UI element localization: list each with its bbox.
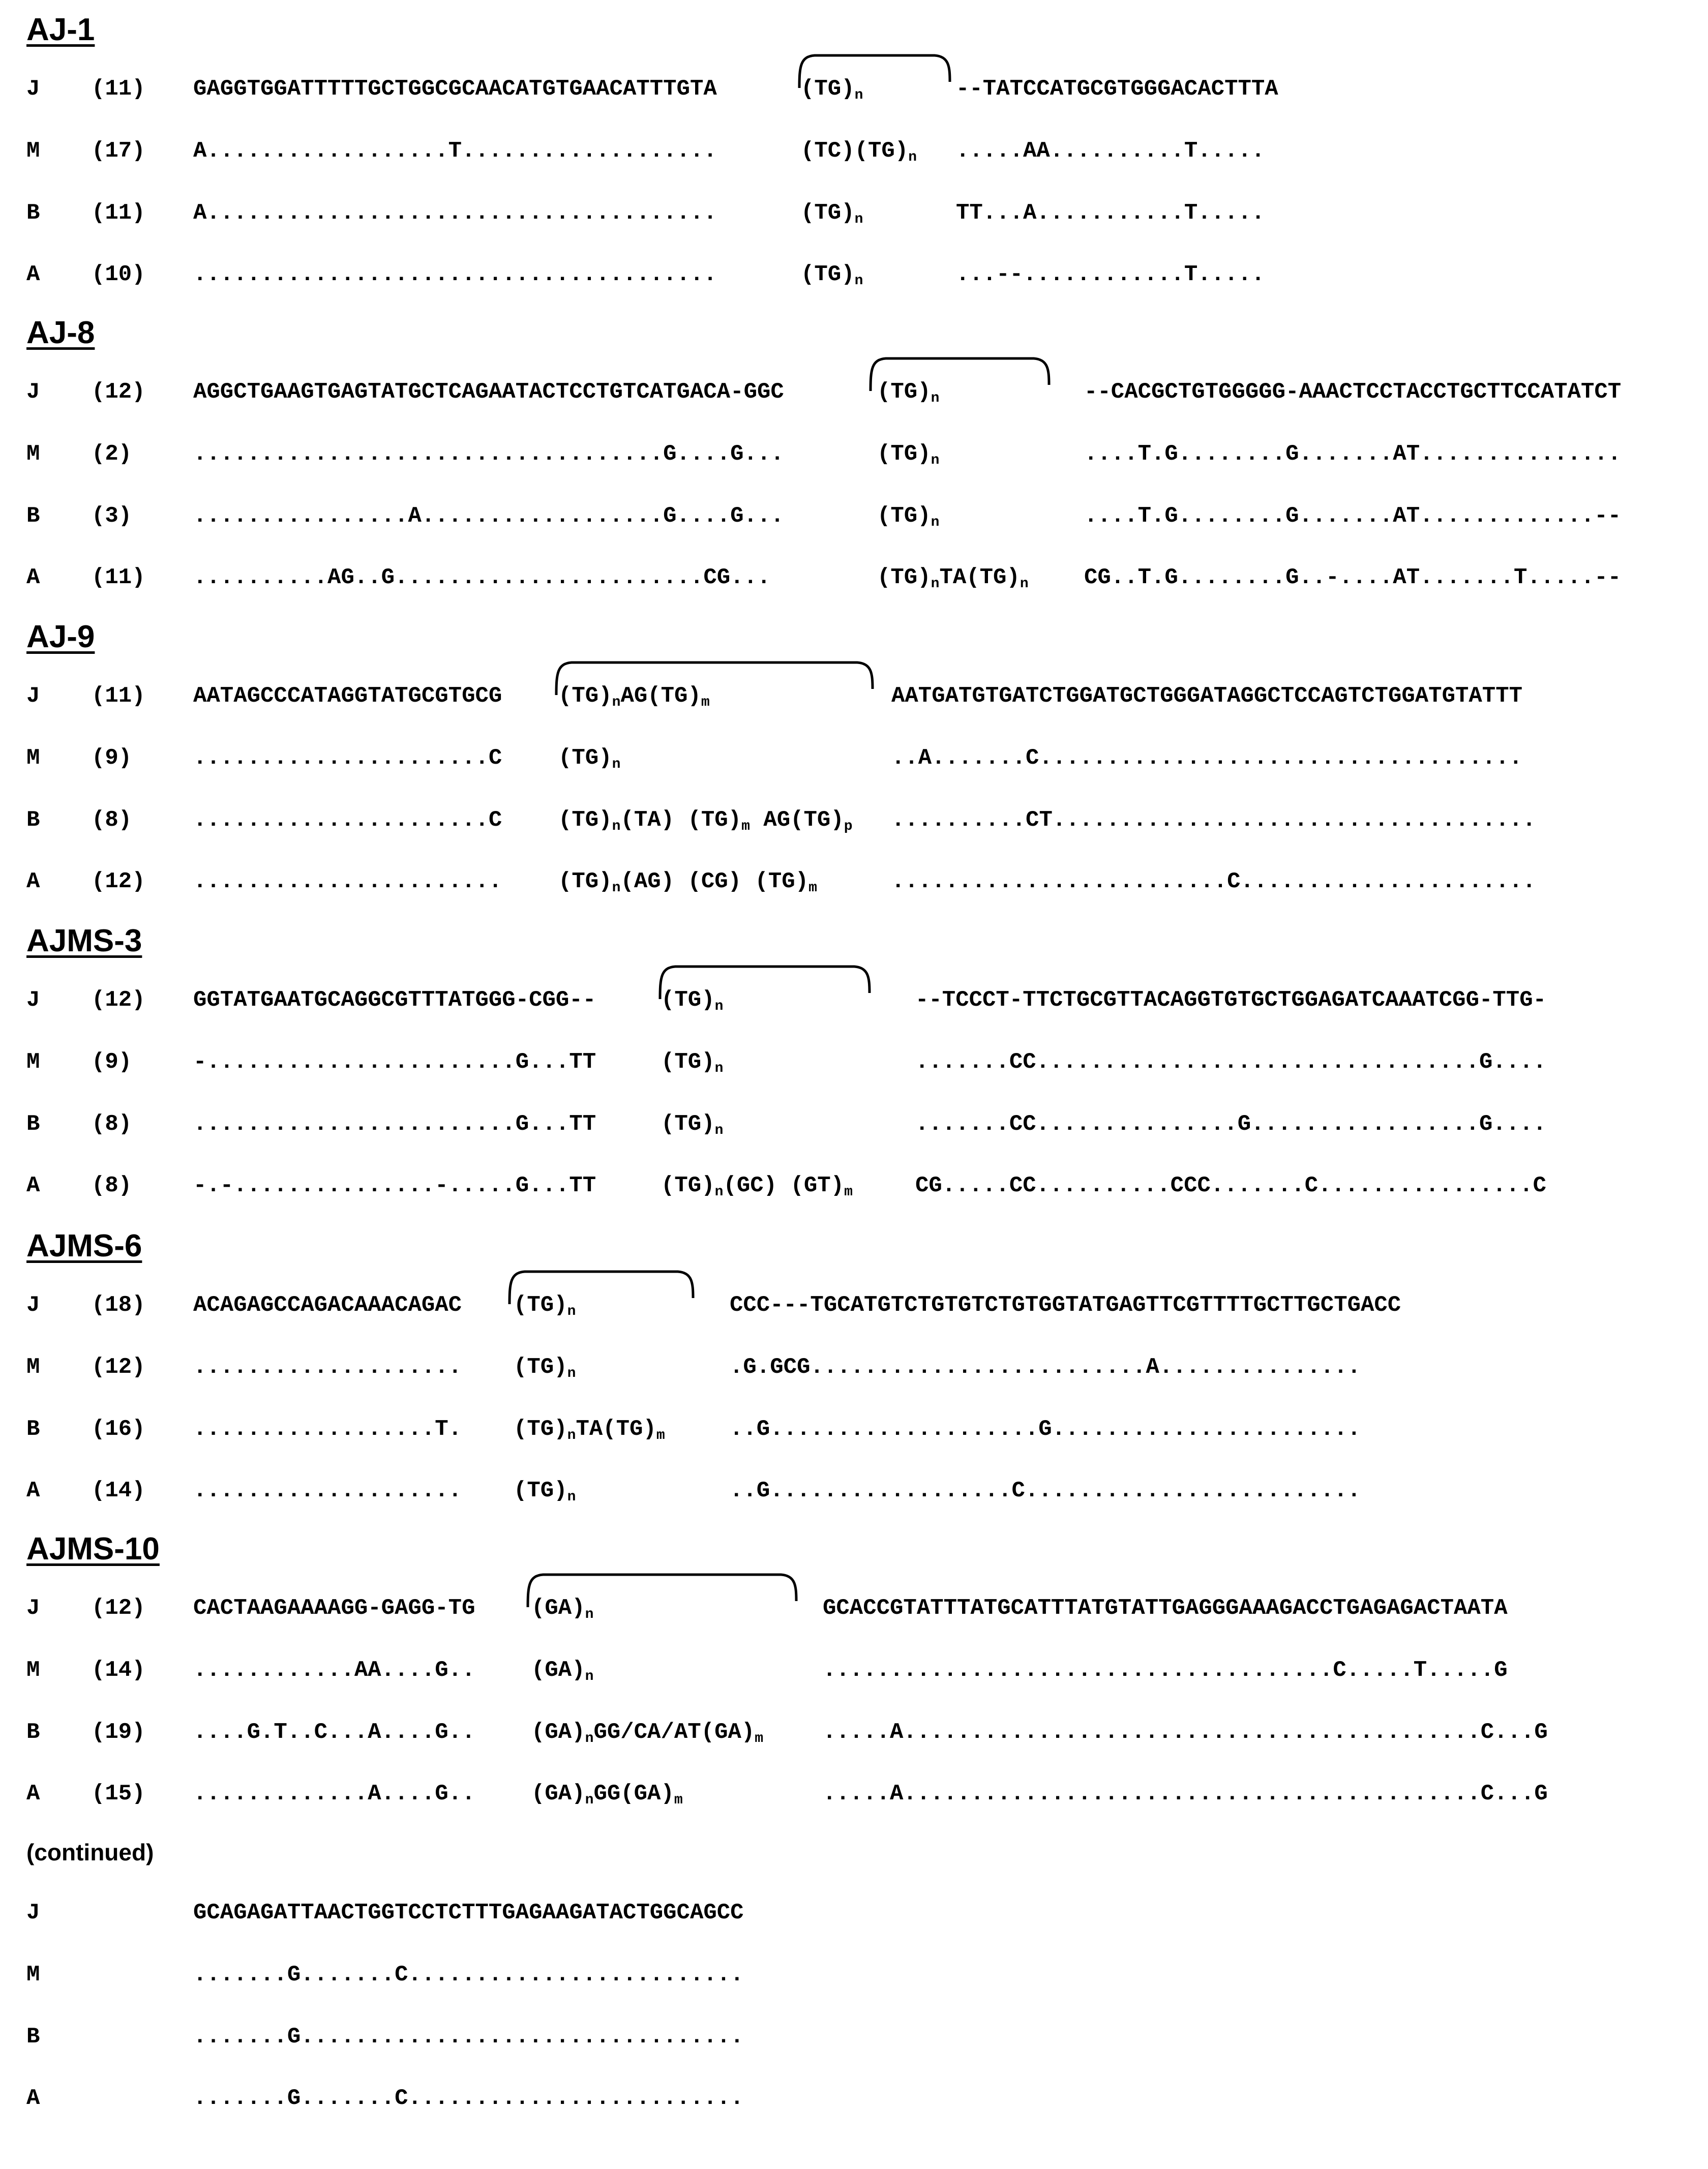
repeat-motif	[801, 138, 917, 165]
flank-5-sequence: .............A....G..	[193, 1781, 475, 1806]
flank-3-sequence: ..........CT....................................	[891, 807, 1536, 833]
species-label: B	[26, 1720, 40, 1745]
repeat-count-symbol: m	[844, 1184, 853, 1200]
flank-3-sequence: .......CC...............G.................G....	[915, 1111, 1547, 1137]
sample-count: (15)	[92, 1781, 145, 1806]
repeat-unit: (TG)	[801, 200, 855, 226]
flank-5-sequence: ................A..................G....G...	[193, 503, 784, 529]
species-label: A	[26, 2086, 40, 2111]
repeat-count-symbol: n	[854, 87, 863, 103]
repeat-motif	[514, 1478, 576, 1505]
repeat-unit: AG(TG)	[750, 807, 844, 833]
species-label: J	[26, 379, 40, 405]
sample-count: (12)	[92, 1595, 145, 1621]
repeat-unit: (TG)	[514, 1478, 567, 1503]
sample-count: (11)	[92, 565, 145, 590]
species-label: M	[26, 745, 40, 771]
repeat-motif	[801, 200, 863, 227]
flank-3-sequence: CCC---TGCATGTCTGTGTCTGTGGTATGAGTTCGTTTTGCTTGCTGACC	[730, 1292, 1401, 1318]
species-label: J	[26, 1292, 40, 1318]
flank-5-sequence: AATAGCCCATAGGTATGCGTGCG	[193, 683, 502, 709]
repeat-unit: (GA)	[531, 1658, 585, 1683]
repeat-count-symbol: n	[612, 880, 621, 896]
flank-5-sequence: ..................T.	[193, 1417, 462, 1442]
flank-3-sequence: --CACGCTGTGGGGG-AAACTCCTACCTGCTTCCATATCT	[1084, 379, 1622, 405]
repeat-count-symbol: n	[567, 1428, 576, 1443]
flank-3-sequence: AATGATGTGATCTGGATGCTGGGATAGGCTCCAGTCTGGATGTATTT	[891, 683, 1523, 709]
block-heading: AJ-1	[26, 12, 95, 47]
repeat-count-symbol: n	[567, 1366, 576, 1381]
block-heading: AJMS-3	[26, 923, 142, 958]
flank-5-sequence: ......................C	[193, 745, 502, 771]
repeat-count-symbol: n	[908, 149, 917, 165]
repeat-count-symbol: n	[567, 1489, 576, 1505]
repeat-unit: (GA)	[531, 1595, 585, 1621]
block-heading: AJ-8	[26, 315, 95, 350]
repeat-unit: (TA) (TG)	[620, 807, 742, 833]
continued-sequence: GCAGAGATTAACTGGTCCTCTTTGAGAAGATACTGGCAGCC	[193, 1900, 744, 1925]
repeat-unit: (TG)	[661, 987, 715, 1013]
repeat-count-symbol: n	[612, 819, 621, 834]
repeat-count-symbol: m	[674, 1792, 683, 1808]
repeat-count-symbol: n	[714, 1123, 724, 1138]
repeat-unit: TA(TG)	[939, 565, 1020, 590]
species-label: B	[26, 200, 40, 226]
repeat-unit: (TG)	[514, 1417, 567, 1442]
repeat-count-symbol: n	[854, 273, 863, 289]
repeat-unit: (TG)	[558, 745, 612, 771]
species-label: A	[26, 565, 40, 590]
flank-5-sequence: ...................................G....G...	[193, 441, 784, 467]
sample-count: (2)	[92, 441, 132, 467]
repeat-motif	[558, 745, 621, 772]
species-label: A	[26, 1478, 40, 1503]
repeat-count-symbol: n	[931, 453, 940, 468]
sample-count: (12)	[92, 869, 145, 894]
species-label: B	[26, 1417, 40, 1442]
repeat-motif	[877, 503, 940, 530]
flank-3-sequence: GCACCGTATTTATGCATTTATGTATTGAGGGAAAGACCTGAGAGACTAATA	[823, 1595, 1508, 1621]
repeat-count-symbol: n	[585, 1792, 594, 1808]
species-label: M	[26, 1049, 40, 1075]
repeat-motif	[877, 441, 940, 468]
repeat-count-symbol: m	[808, 880, 817, 896]
repeat-count-symbol: n	[585, 1669, 594, 1684]
block-heading: AJ-9	[26, 619, 95, 654]
flank-5-sequence: ..........AG..G.......................CG...	[193, 565, 771, 590]
flank-5-sequence: .......................	[193, 869, 502, 894]
repeat-motif	[558, 807, 853, 834]
repeat-unit: (TG)	[877, 441, 931, 467]
continued-sequence: .......G.......C.........................	[193, 2086, 744, 2111]
sample-count: (19)	[92, 1720, 145, 1745]
flank-3-sequence: .......CC.................................G....	[915, 1049, 1547, 1075]
repeat-count-symbol: n	[585, 1731, 594, 1746]
repeat-unit: GG/CA/AT(GA)	[593, 1720, 755, 1745]
repeat-unit: TA(TG)	[576, 1417, 656, 1442]
flank-3-sequence: ....T.G........G.......AT...............	[1084, 441, 1622, 467]
repeat-unit: (GA)	[531, 1720, 585, 1745]
repeat-motif	[531, 1595, 594, 1622]
repeat-unit: (TG)	[854, 138, 909, 164]
sample-count: (3)	[92, 503, 132, 529]
repeat-motif	[661, 1173, 853, 1200]
species-label: J	[26, 987, 40, 1013]
flank-5-sequence: ACAGAGCCAGACAAACAGAC	[193, 1292, 462, 1318]
continued-label: (continued)	[26, 1839, 154, 1865]
repeat-unit: (TG)	[514, 1354, 567, 1380]
repeat-unit: (TG)	[877, 565, 931, 590]
species-label: A	[26, 262, 40, 287]
sample-count: (8)	[92, 1173, 132, 1198]
repeat-unit: (AG) (CG) (TG)	[620, 869, 809, 894]
repeat-motif	[531, 1720, 764, 1746]
repeat-count-symbol: n	[585, 1607, 594, 1622]
species-label: M	[26, 1354, 40, 1380]
repeat-count-symbol: n	[567, 1304, 576, 1319]
sample-count: (11)	[92, 683, 145, 709]
repeat-unit: (TG)	[877, 379, 931, 405]
repeat-count-symbol: n	[854, 212, 863, 227]
flank-3-sequence: CG.....CC..........CCC.......C................C	[915, 1173, 1547, 1198]
species-label: M	[26, 138, 40, 164]
repeat-motif	[514, 1354, 576, 1381]
flank-5-sequence: GAGGTGGATTTTTGCTGGCGCAACATGTGAACATTTGTA	[193, 76, 717, 102]
flank-5-sequence: ............AA....G..	[193, 1658, 475, 1683]
flank-5-sequence: ........................G...TT	[193, 1111, 596, 1137]
repeat-count-symbol: m	[741, 819, 750, 834]
repeat-motif	[801, 262, 863, 289]
flank-5-sequence: A..................T...................	[193, 138, 717, 164]
repeat-count-symbol: m	[755, 1731, 764, 1746]
continued-sequence: .......G.................................	[193, 2024, 744, 2050]
sample-count: (18)	[92, 1292, 145, 1318]
continued-sequence: .......G.......C.........................	[193, 1962, 744, 1987]
flank-3-sequence: .....A...........................................C...G	[823, 1781, 1548, 1806]
flank-3-sequence: ....T.G........G.......AT.............--	[1084, 503, 1622, 529]
sample-count: (17)	[92, 138, 145, 164]
species-label: B	[26, 1111, 40, 1137]
flank-5-sequence: A......................................	[193, 200, 717, 226]
sample-count: (8)	[92, 807, 132, 833]
repeat-count-symbol: p	[844, 819, 853, 834]
repeat-count-symbol: n	[931, 390, 940, 406]
sample-count: (12)	[92, 987, 145, 1013]
repeat-count-symbol: n	[714, 999, 724, 1014]
sample-count: (8)	[92, 1111, 132, 1137]
repeat-unit: (TG)	[661, 1173, 715, 1198]
sample-count: (9)	[92, 745, 132, 771]
repeat-unit: (TG)	[558, 683, 612, 709]
repeat-motif	[661, 987, 724, 1014]
repeat-count-symbol: m	[701, 695, 710, 710]
species-label: M	[26, 1658, 40, 1683]
flank-3-sequence: .........................C......................	[891, 869, 1536, 894]
repeat-count-symbol: n	[1020, 576, 1029, 592]
repeat-unit: AG(TG)	[620, 683, 701, 709]
repeat-motif	[877, 565, 1029, 592]
repeat-unit: (TG)	[558, 869, 612, 894]
repeat-motif	[661, 1111, 724, 1138]
sample-count: (12)	[92, 1354, 145, 1380]
repeat-unit: (TG)	[801, 76, 855, 102]
flank-3-sequence: --TATCCATGCGTGGGACACTTTA	[956, 76, 1278, 102]
repeat-motif	[514, 1292, 576, 1319]
sample-count: (12)	[92, 379, 145, 405]
repeat-unit: (TG)	[514, 1292, 567, 1318]
flank-5-sequence: ....................	[193, 1478, 462, 1503]
flank-3-sequence: ......................................C.....T.....G	[823, 1658, 1508, 1683]
repeat-motif	[801, 76, 863, 103]
repeat-count-symbol: n	[612, 695, 621, 710]
flank-3-sequence: --TCCCT-TTCTGCGTTACAGGTGTGCTGGAGATCAAATCGG-TTG-	[915, 987, 1547, 1013]
flank-5-sequence: ....................	[193, 1354, 462, 1380]
repeat-unit: (TC)	[801, 138, 855, 164]
flank-5-sequence: .......................................	[193, 262, 717, 287]
species-label: A	[26, 869, 40, 894]
flank-3-sequence: ..A.......C....................................	[891, 745, 1523, 771]
species-label: M	[26, 441, 40, 467]
flank-5-sequence: AGGCTGAAGTGAGTATGCTCAGAATACTCCTGTCATGACA-GGC	[193, 379, 784, 405]
repeat-motif	[877, 379, 940, 406]
block-heading: AJMS-10	[26, 1531, 160, 1566]
species-label: M	[26, 1962, 40, 1987]
repeat-unit: (TG)	[661, 1111, 715, 1137]
repeat-motif	[531, 1781, 683, 1808]
block-heading: AJMS-6	[26, 1228, 142, 1263]
repeat-unit: (GA)	[531, 1781, 585, 1806]
species-label: B	[26, 807, 40, 833]
repeat-unit: (GC) (GT)	[723, 1173, 845, 1198]
sample-count: (14)	[92, 1658, 145, 1683]
repeat-motif	[514, 1417, 665, 1443]
flank-5-sequence: ......................C	[193, 807, 502, 833]
flank-3-sequence: CG..T.G........G..-....AT.......T.....--	[1084, 565, 1622, 590]
repeat-motif	[558, 683, 710, 710]
repeat-count-symbol: m	[656, 1428, 665, 1443]
flank-3-sequence: .....A...........................................C...G	[823, 1720, 1548, 1745]
repeat-unit: (TG)	[558, 807, 612, 833]
species-label: J	[26, 1900, 40, 1925]
flank-3-sequence: ..G..................C.........................	[730, 1478, 1361, 1503]
repeat-count-symbol: n	[931, 576, 940, 592]
sample-count: (11)	[92, 76, 145, 102]
species-label: J	[26, 683, 40, 709]
species-label: A	[26, 1781, 40, 1806]
flank-3-sequence: .G.GCG.........................A...............	[730, 1354, 1361, 1380]
repeat-count-symbol: n	[714, 1061, 724, 1076]
species-label: B	[26, 503, 40, 529]
flank-5-sequence: GGTATGAATGCAGGCGTTTATGGG-CGG--	[193, 987, 596, 1013]
repeat-motif	[661, 1049, 724, 1076]
species-label: J	[26, 76, 40, 102]
species-label: A	[26, 1173, 40, 1198]
flank-5-sequence: ....G.T..C...A....G..	[193, 1720, 475, 1745]
repeat-unit: (TG)	[801, 262, 855, 287]
repeat-count-symbol: n	[714, 1184, 724, 1200]
repeat-unit: (TG)	[661, 1049, 715, 1075]
repeat-count-symbol: n	[612, 757, 621, 772]
repeat-unit: (TG)	[877, 503, 931, 529]
repeat-motif	[558, 869, 817, 896]
flank-3-sequence: TT...A...........T.....	[956, 200, 1265, 226]
flank-3-sequence: ..G....................G.......................	[730, 1417, 1361, 1442]
repeat-count-symbol: n	[931, 515, 940, 530]
sample-count: (16)	[92, 1417, 145, 1442]
flank-5-sequence: -.-...............-.....G...TT	[193, 1173, 596, 1198]
flank-5-sequence: CACTAAGAAAAGG-GAGG-TG	[193, 1595, 475, 1621]
flank-3-sequence: .....AA..........T.....	[956, 138, 1265, 164]
sample-count: (11)	[92, 200, 145, 226]
repeat-unit: GG(GA)	[593, 1781, 674, 1806]
species-label: J	[26, 1595, 40, 1621]
sample-count: (9)	[92, 1049, 132, 1075]
sample-count: (14)	[92, 1478, 145, 1503]
sample-count: (10)	[92, 262, 145, 287]
repeat-motif	[531, 1658, 594, 1684]
flank-3-sequence: ...--............T.....	[956, 262, 1265, 287]
species-label: B	[26, 2024, 40, 2050]
flank-5-sequence: -.......................G...TT	[193, 1049, 596, 1075]
